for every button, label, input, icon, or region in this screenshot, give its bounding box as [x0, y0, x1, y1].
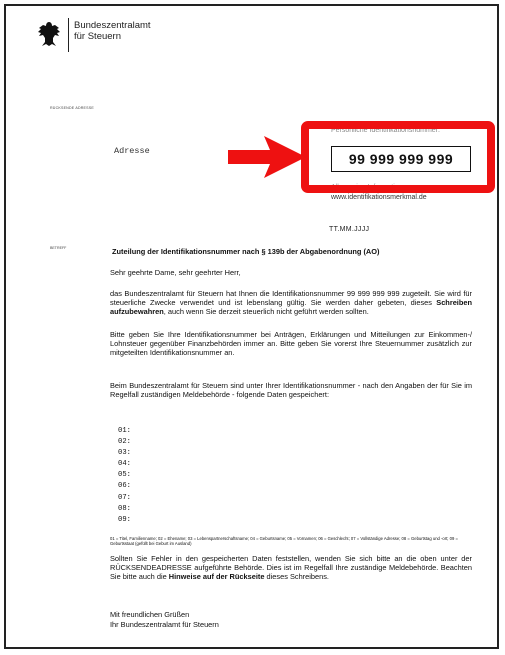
- paragraph-4: [110, 554, 472, 582]
- letter-date: TT.MM.JJJJ: [329, 226, 370, 233]
- data-footnote: 01 = Titel, Familienname; 02 = Ehename; 03 = Lebenspartnerschaftsname; 04 = Geburtsname; 05 = Vornamen; 06 = Geschlecht; 07 = Vollständige Adresse; 08 = Geburtstag und -ort; 09 = Geburtsstaat (gefüllt bei Geburt im Ausland): [110, 536, 458, 547]
- paragraph-4-text-c: dieses Schreibens.: [264, 572, 329, 582]
- info-label-bottom: Allgemeine Informationen: [331, 184, 411, 191]
- data-line: 01:: [118, 427, 131, 435]
- data-line: 05:: [118, 471, 131, 480]
- header-divider: [68, 18, 69, 52]
- data-line: 06:: [118, 482, 131, 491]
- paragraph-2: Bitte geben Sie Ihre Identifikationsnummer bei Anträgen, Erklärungen und Mitteilungen zur Einkommen-/ Lohnsteuer gegenüber Finanzbehörden immer an. Bitte geben Sie vorerst Ihre Steuernummer zusätzlich zur mitgeteilten Identifikationsnummer an.: [110, 330, 472, 358]
- highlight-frame: [301, 121, 495, 193]
- letter-page: [4, 4, 499, 649]
- org-line-2: für Steuern: [74, 31, 121, 42]
- paragraph-1-text-c: , auch wenn Sie derzeit steuerlich nicht geführt werden sollten.: [163, 307, 369, 317]
- id-label-top: Persönliche Identifikationsnummer:: [331, 127, 440, 134]
- subject-label: BETREFF: [50, 246, 67, 250]
- paragraph-1-text-a: das Bundeszentralamt für Steuern hat Ihnen die Identifikationsnummer 99 999 999 999 zugeteilt. Sie wird für steuerliche Zwecke verwendet und ist lebenslang gültig. Sie werden daher gebeten, dieses: [110, 289, 472, 308]
- arrow-right-icon: [228, 136, 306, 178]
- closing-signature: Ihr Bundeszentralamt für Steuern: [110, 620, 219, 629]
- federal-eagle-icon: [36, 20, 62, 48]
- paragraph-1: [110, 289, 472, 317]
- data-line: 04:: [118, 460, 131, 469]
- data-line: 09:: [118, 515, 131, 524]
- organization-name: [74, 20, 151, 42]
- org-line-1: Bundeszentralamt: [74, 20, 151, 31]
- paragraph-1-bold: Schreiben aufzubewahren: [110, 298, 472, 317]
- data-line: 07:: [118, 493, 131, 502]
- letter-subject: Zuteilung der Identifikationsnummer nach § 139b der Abgabenordnung (AO): [112, 247, 380, 256]
- identification-number: 99 999 999 999: [331, 146, 471, 172]
- data-line: 08:: [118, 504, 131, 513]
- info-url: www.identifikationsmerkmal.de: [331, 194, 427, 201]
- data-line: 02:: [118, 438, 131, 447]
- salutation: Sehr geehrte Dame, sehr geehrter Herr,: [110, 268, 241, 277]
- paragraph-4-text-a: Sollten Sie Fehler in den gespeicherten Daten feststellen, wenden Sie sich bitte an die oben unter der RÜCKSENDEADRESSE aufgeführte Behörde. Dies ist im Regelfall Ihre zuständige Meldebehörde. Beachten Sie bitte auch die: [110, 554, 472, 582]
- data-line: 03:: [118, 449, 131, 458]
- closing-greeting: Mit freundlichen Grüßen: [110, 610, 190, 619]
- paragraph-3: Beim Bundeszentralamt für Steuern sind unter Ihrer Identifikationsnummer - nach den Angaben der für Sie im Regelfall zuständigen Meldebehörde - folgende Daten gespeichert:: [110, 381, 472, 400]
- stored-data-list: [118, 426, 131, 526]
- paragraph-4-bold: Hinweise auf der Rückseite: [168, 572, 265, 582]
- return-address-label: RÜCKSENDE ADRESSE: [50, 106, 94, 110]
- recipient-address: Adresse: [114, 146, 150, 156]
